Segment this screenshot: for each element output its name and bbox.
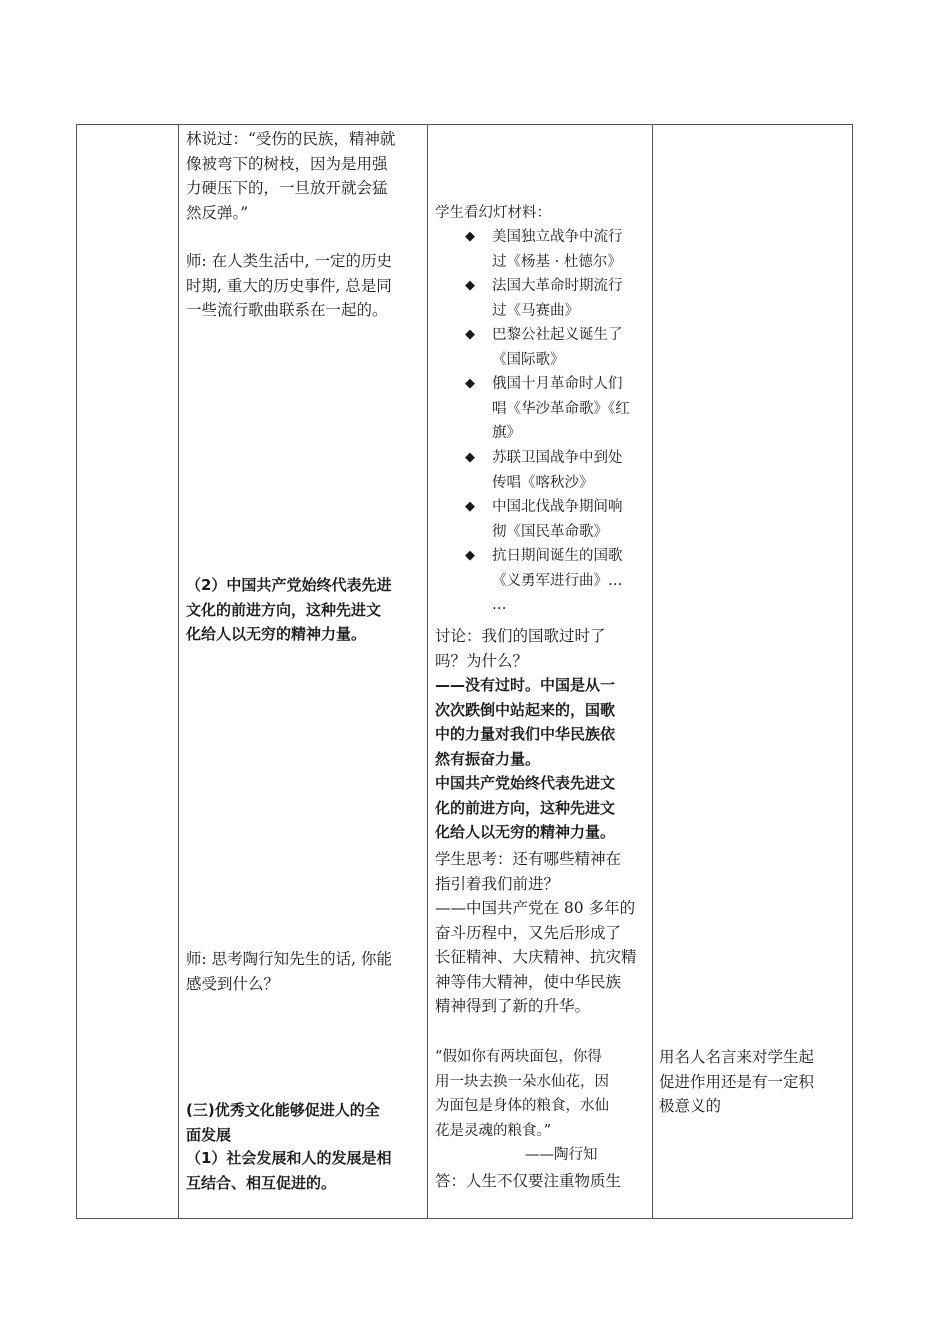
text-line: 化给人以无穷的精神力量。	[435, 823, 616, 841]
text-line: 传唱《喀秋沙》	[492, 474, 594, 491]
text-line: 像被弯下的树枝，因为是用强	[186, 154, 388, 173]
diamond-bullet-icon: ◆	[465, 278, 475, 293]
text-line: 次次跌倒中站起来的，国歌	[435, 700, 616, 719]
text-line: 彻《国民革命歌》	[492, 523, 608, 540]
text-line: ——没有过时。中国是从一	[435, 676, 616, 694]
text-block-quote-continuation	[186, 127, 395, 225]
text-line: 中国共产党始终代表先进文	[435, 774, 616, 792]
text-line: (三)优秀文化能够促进人的全	[186, 1101, 380, 1119]
text-line: 面发展	[186, 1125, 232, 1144]
text-line: 感受到什么？	[186, 974, 280, 993]
text-line: 俄国十月革命时人们	[492, 376, 623, 392]
tao-xingzhi-quote	[435, 1045, 609, 1168]
text-line: （2）中国共产党始终代表先进	[186, 576, 392, 594]
text-line: 互结合、相互促进的。	[186, 1173, 337, 1192]
text-line: ——中国共产党在 80 多年的	[435, 899, 636, 917]
text-line: 长征精神、大庆精神、抗灾精	[435, 948, 637, 966]
text-line: 过《马赛曲》	[492, 302, 579, 319]
text-line: 美国独立战争中流行	[492, 229, 623, 245]
text-line: 为面包是身体的粮食，水仙	[435, 1098, 609, 1114]
text-line: 中国北伐战争期间响	[492, 499, 623, 515]
student-intro: 学生看幻灯材料：	[435, 205, 551, 221]
design-note	[659, 1045, 814, 1119]
lesson-plan-table	[76, 124, 853, 1219]
diamond-bullet-icon: ◆	[465, 376, 475, 391]
discussion-question	[435, 624, 606, 673]
text-line: “假如你有两块面包，你得	[435, 1049, 602, 1065]
text-line: 《国际歌》	[492, 351, 565, 368]
text-line: 一些流行歌曲联系在一起的。	[186, 301, 388, 319]
text-line: 奋斗历程中，又先后形成了	[435, 923, 622, 942]
text-line: 化的前进方向，这种先进文	[435, 798, 616, 817]
text-line: 力硬压下的，一旦放开就会猛	[186, 179, 388, 197]
diamond-bullet-icon: ◆	[465, 327, 475, 342]
text-line: 过《杨基 · 杜德尔》	[492, 253, 622, 270]
heading-point-2	[186, 573, 391, 647]
text-line: 唱《华沙革命歌》《红	[492, 400, 630, 417]
diamond-bullet-icon: ◆	[465, 548, 475, 563]
text-line: 抗日期间诞生的国歌	[492, 548, 623, 564]
column-divider	[178, 125, 179, 1218]
text-line: 学生思考：还有哪些精神在	[435, 850, 622, 868]
text-line: 法国大革命时期流行	[492, 278, 623, 294]
text-line: …	[492, 597, 507, 613]
column-divider	[652, 125, 653, 1218]
student-think-question	[435, 847, 637, 1019]
text-line: 旗》	[492, 425, 521, 441]
text-line: 精神得到了新的升华。	[435, 997, 591, 1015]
text-line: 讨论：我们的国歌过时了	[435, 627, 606, 645]
text-line: 苏联卫国战争中到处	[492, 450, 623, 466]
diamond-bullet-icon: ◆	[465, 450, 475, 465]
text-line: 然有振奋力量。	[435, 749, 541, 768]
diamond-bullet-icon: ◆	[465, 499, 475, 514]
text-line: 师: 在人类生活中, 一定的历史	[186, 252, 393, 270]
table-cell-student-activity	[435, 125, 647, 1218]
text-block-teacher-question	[186, 947, 392, 996]
answer-text: 答：人生不仅要注重物质生	[435, 1172, 622, 1190]
text-line: 用一块去换一朵水仙花，因	[435, 1073, 609, 1090]
text-line: 花是灵魂的粮食。”	[435, 1122, 552, 1139]
quote-author: ——陶行知	[525, 1147, 598, 1163]
column-divider	[427, 125, 428, 1218]
text-line: 时期, 重大的历史事件, 总是同	[186, 276, 392, 295]
text-line: 促进作用还是有一定积	[659, 1072, 815, 1091]
text-line: 吗？为什么？	[435, 651, 529, 670]
text-line: 极意义的	[659, 1097, 722, 1115]
heading-point-1	[186, 1146, 391, 1195]
table-cell-col1	[77, 125, 178, 1218]
text-line: 神等伟大精神，使中华民族	[435, 972, 622, 991]
text-line: 用名人名言来对学生起	[659, 1048, 815, 1066]
discussion-answer	[435, 673, 615, 845]
diamond-bullet-icon: ◆	[465, 229, 475, 244]
text-line: 林说过：“受伤的民族，精神就	[186, 130, 396, 148]
text-line: 文化的前进方向，这种先进文	[186, 600, 382, 619]
text-line: 然反弹。”	[186, 203, 249, 222]
text-block-teacher-remark	[186, 249, 392, 323]
table-cell-teacher-activity	[186, 125, 422, 1218]
table-cell-design-notes	[659, 125, 849, 1218]
text-line: 师: 思考陶行知先生的话, 你能	[186, 950, 393, 968]
heading-section-3	[186, 1098, 380, 1147]
text-line: 中的力量对我们中华民族依	[435, 725, 616, 743]
text-line: 指引着我们前进？	[435, 874, 560, 893]
text-line: 化给人以无穷的精神力量。	[186, 625, 367, 643]
text-line: 巴黎公社起义诞生了	[492, 327, 623, 343]
text-line: （1）社会发展和人的发展是相	[186, 1149, 392, 1167]
text-line: 《义勇军进行曲》…	[492, 572, 623, 589]
